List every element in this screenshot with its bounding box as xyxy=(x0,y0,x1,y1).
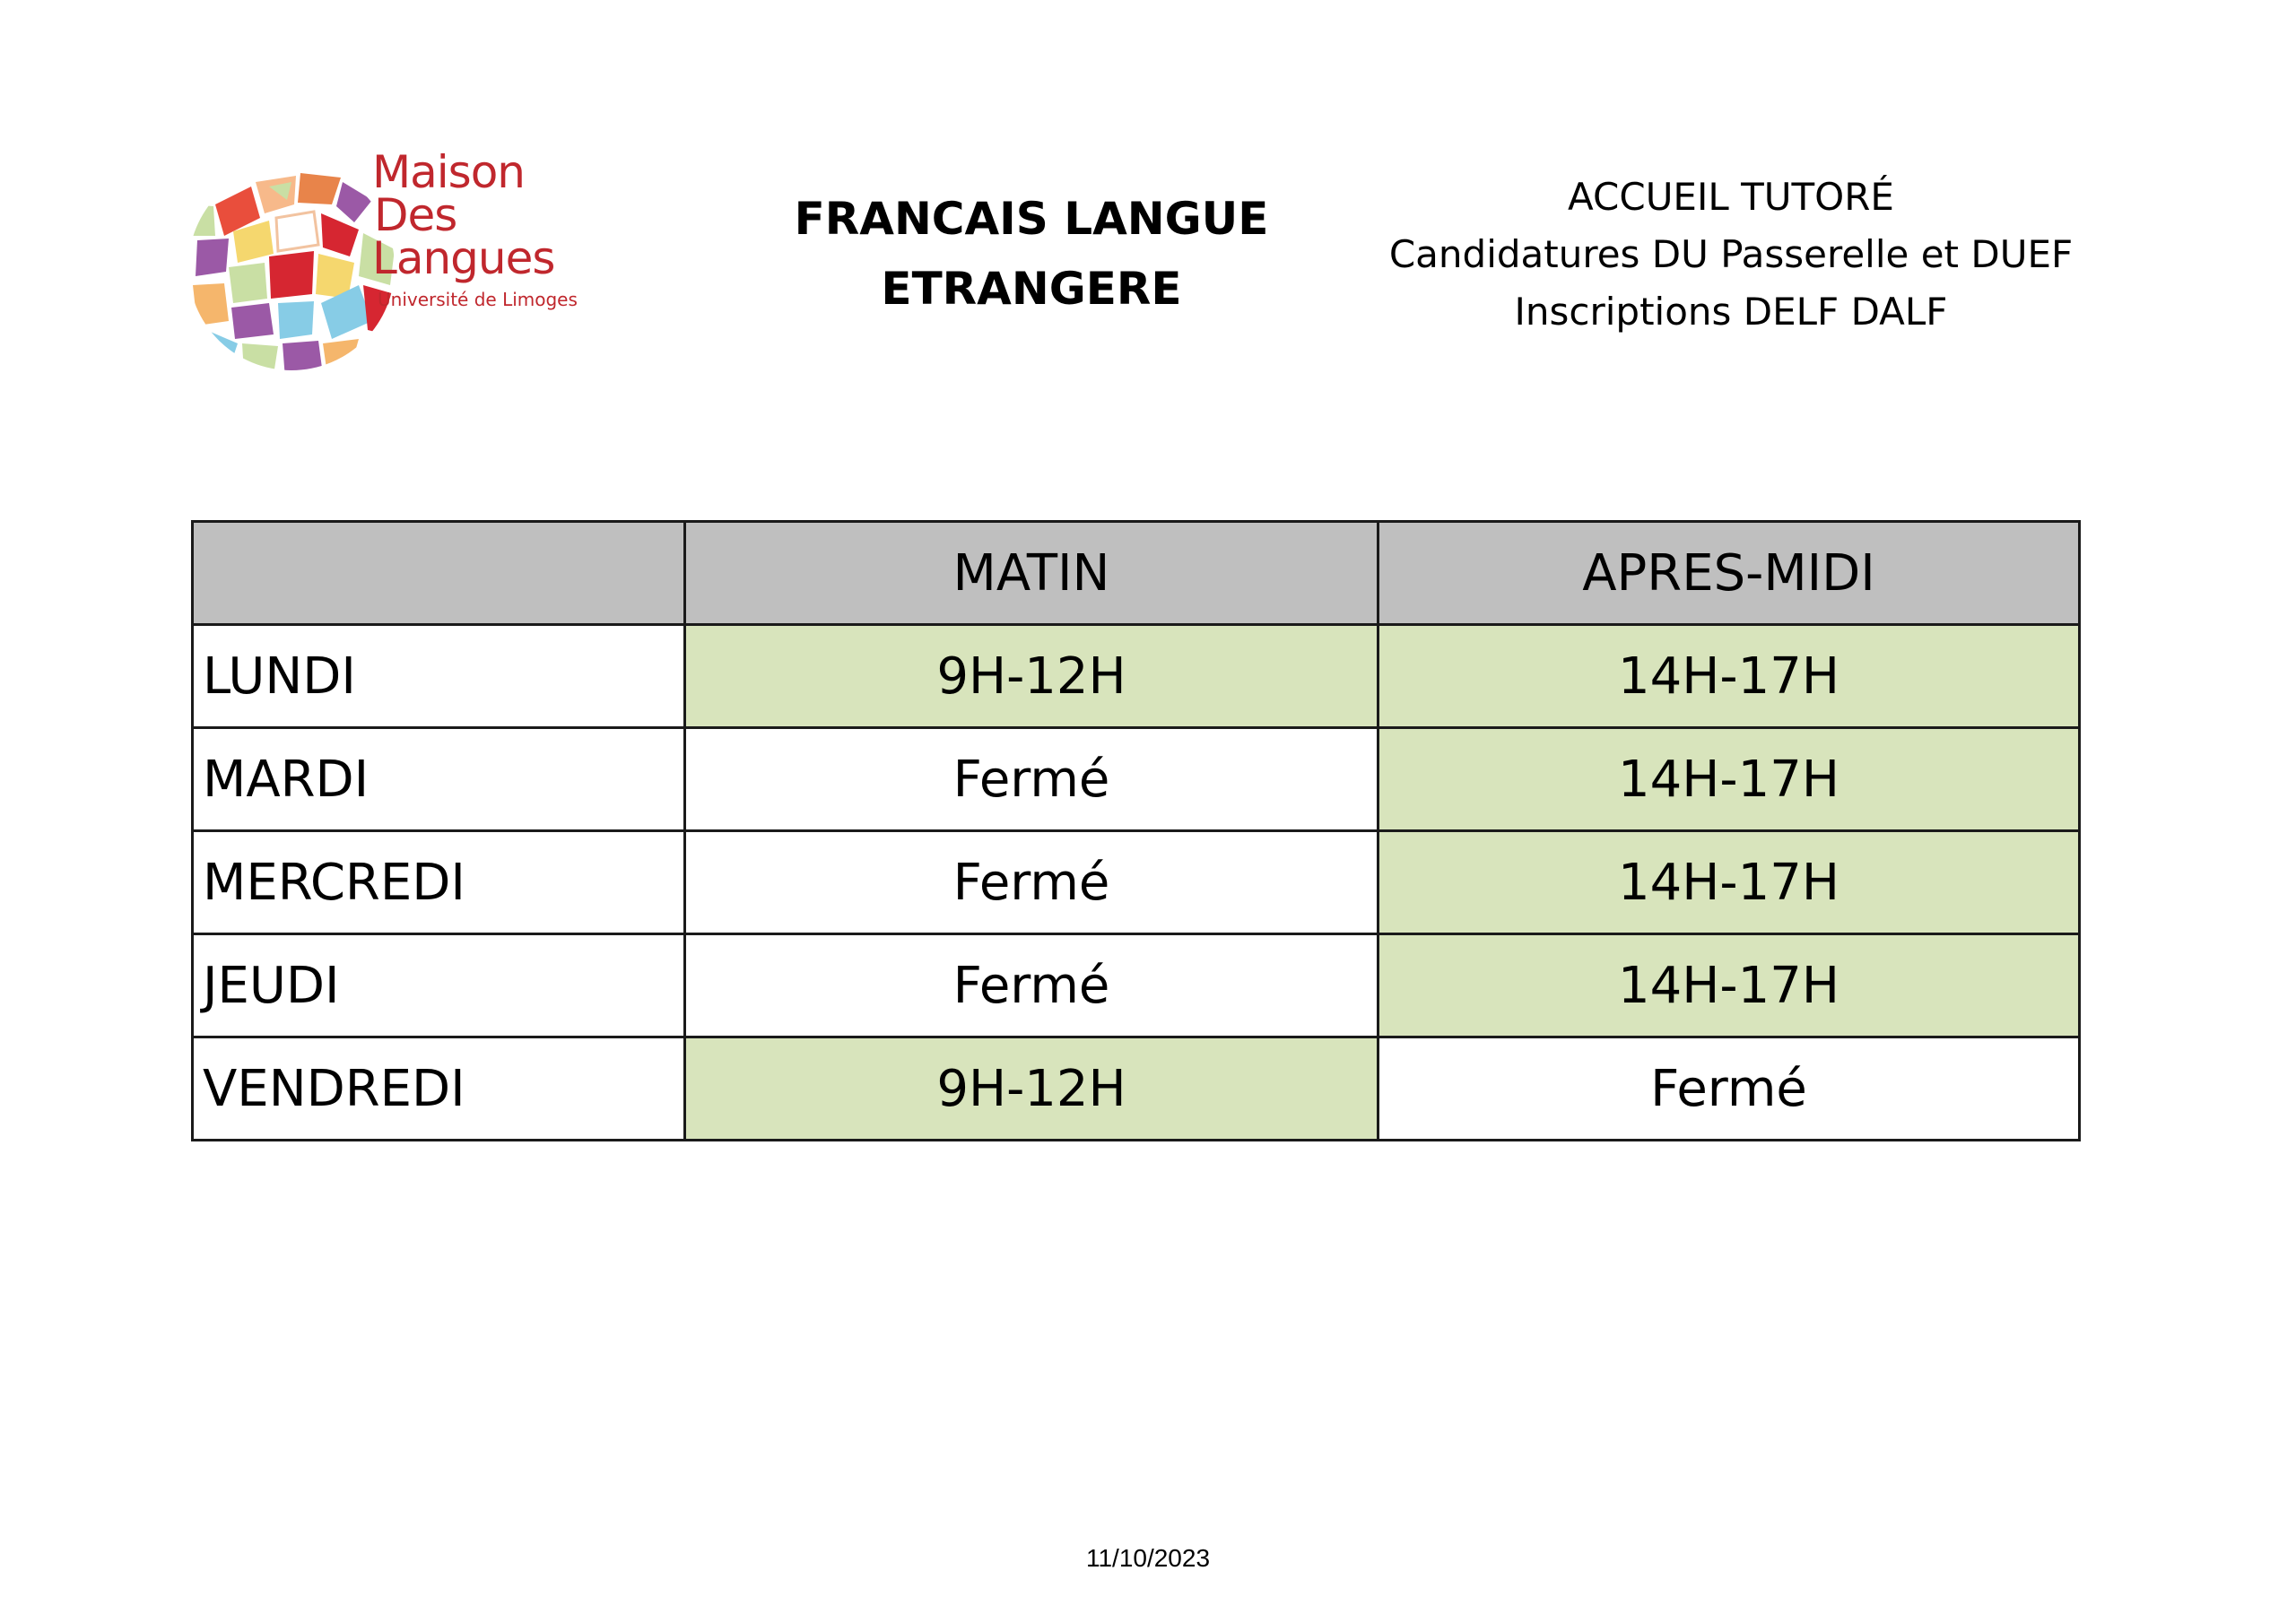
logo-line-maison: Maison xyxy=(372,146,526,198)
page-title xyxy=(771,184,1292,324)
header-matin: MATIN xyxy=(685,522,1378,625)
day-cell: MARDI xyxy=(193,728,685,831)
header-apres-midi: APRES-MIDI xyxy=(1378,522,2080,625)
day-cell: JEUDI xyxy=(193,934,685,1037)
matin-cell: Fermé xyxy=(685,934,1378,1037)
day-cell: LUNDI xyxy=(193,625,685,728)
title-line-2: ETRANGERE xyxy=(881,263,1182,315)
matin-cell: 9H-12H xyxy=(685,1037,1378,1141)
apres-midi-cell: 14H-17H xyxy=(1378,625,2080,728)
maison-des-langues-logo xyxy=(188,146,637,402)
matin-cell: 9H-12H xyxy=(685,625,1378,728)
table-row xyxy=(193,728,2080,831)
table-row xyxy=(193,934,2080,1037)
info-line-2: Candidatures DU Passerelle et DUEF xyxy=(1388,232,2074,276)
table-row xyxy=(193,625,2080,728)
logo-subtitle: Université de Limoges xyxy=(378,289,578,310)
logo-line-langues: Langues xyxy=(372,232,555,284)
matin-cell: Fermé xyxy=(685,728,1378,831)
table-row xyxy=(193,831,2080,934)
apres-midi-cell: Fermé xyxy=(1378,1037,2080,1141)
header-day xyxy=(193,522,685,625)
logo-line-des: Des xyxy=(374,189,457,241)
logo-wordmark xyxy=(372,146,578,310)
day-cell: VENDREDI xyxy=(193,1037,685,1141)
service-info xyxy=(1381,169,2081,341)
mosaic-globe-icon xyxy=(188,151,404,384)
matin-cell: Fermé xyxy=(685,831,1378,934)
table-header-row xyxy=(193,522,2080,625)
day-cell: MERCREDI xyxy=(193,831,685,934)
table-row xyxy=(193,1037,2080,1141)
apres-midi-cell: 14H-17H xyxy=(1378,831,2080,934)
apres-midi-cell: 14H-17H xyxy=(1378,728,2080,831)
opening-hours-table xyxy=(191,520,2081,1141)
info-line-1: ACCUEIL TUTORÉ xyxy=(1568,175,1894,219)
info-line-3: Inscriptions DELF DALF xyxy=(1514,290,1948,334)
title-line-1: FRANCAIS LANGUE xyxy=(794,193,1269,245)
apres-midi-cell: 14H-17H xyxy=(1378,934,2080,1037)
footer-date: 11/10/2023 xyxy=(1085,1544,1211,1572)
